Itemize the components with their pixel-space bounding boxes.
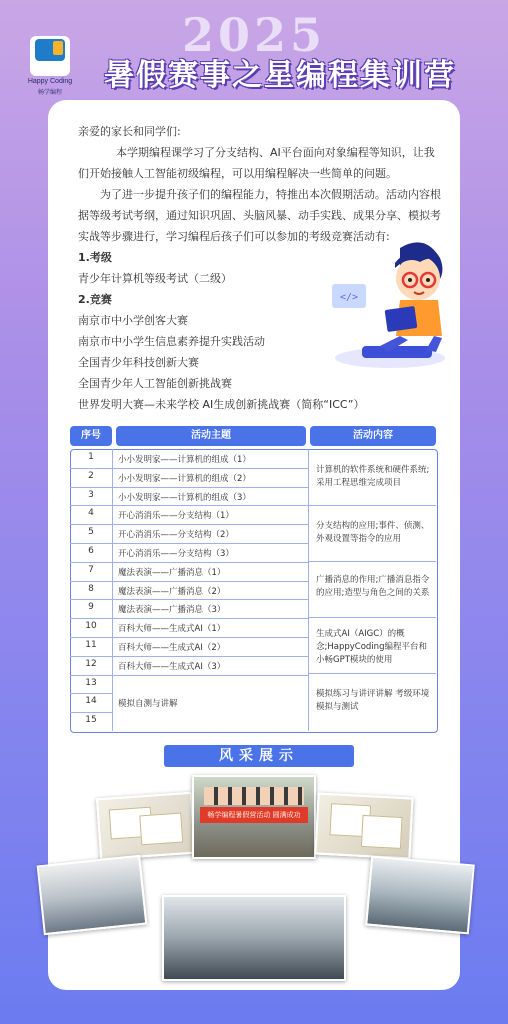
background-year: 2025 [181,8,327,62]
row-topic: 魔法表演——广播消息（2） [118,586,226,597]
greeting: 亲爱的家长和同学们: [78,125,181,138]
row-divider [70,581,308,582]
column-header-content: 活动内容 [310,426,436,446]
classroom-photo-right [365,856,475,935]
row-number: 10 [85,621,97,632]
row-topic: 百科大师——生成式AI（2） [118,643,226,653]
row-topic: 小小发明家——计算机的组成（1） [118,455,251,465]
row-number: 1 [88,452,94,462]
logo-english: Happy Coding [27,78,73,85]
logo-mark-icon [35,39,65,61]
competition-item: 全国青少年人工智能创新挑战赛 [78,377,232,390]
row-number: 3 [88,489,94,500]
showcase-title: 风采展示 [164,745,354,767]
competition-item: 世界发明大赛—未来学校 AI生成创新挑战赛（简称“ICC”） [78,398,365,411]
banner-text: 畅学编程暑假营活动 圆满成功 [200,807,308,823]
svg-text:</>: </> [339,292,359,303]
row-divider [70,656,308,657]
brand-logo [30,36,70,76]
row-topic: 魔法表演——广播消息（3） [118,605,226,616]
row-number: 12 [85,658,97,669]
competition-item: 全国青少年科技创新大赛 [78,356,199,369]
intro-paragraph-2: 为了进一步提升孩子们的编程能力，特推出本次假期活动。活动内容根据等级考试考纲，通过知识巩固、头脑风暴、动手实践、成果分享、模拟考实战等步骤进行，学习编程后孩子们可以参加的考级竞赛活动有: [78,188,441,243]
row-topic: 百科大师——生成式AI（3） [118,661,226,672]
row-divider [70,524,308,525]
row-topic: 小小发明家——计算机的组成（3） [118,492,251,503]
row-number: 9 [88,602,94,613]
exam-heading: 1.考级 [78,251,112,264]
content-cell: 计算机的软件系统和硬件系统;采用工程思维完成项目 [316,465,430,488]
row-divider [70,505,308,506]
certificates-photo [96,792,196,861]
row-topic: 开心消消乐——分支结构（3） [118,549,234,559]
row-divider [70,618,308,619]
logo-chinese: 畅学编程 [37,89,62,96]
group-photo [192,775,316,859]
row-number: 14 [85,696,97,707]
row-topic: 开心消消乐——分支结构（2） [118,530,234,541]
row-divider [70,487,308,488]
row-divider [70,637,308,638]
row-number: 13 [85,677,97,688]
row-number: 11 [85,640,97,650]
content-cell: 生成式AI（AIGC）的概念;HappyCoding编程平台和小畅GPT模块的使用 [316,629,427,665]
row-topic: 小小发明家——计算机的组成（2） [118,473,251,484]
row-divider [70,599,308,600]
row-number: 6 [88,546,94,556]
column-header-no: 序号 [70,426,112,446]
row-divider [70,712,112,713]
certificates-photo-2 [314,793,413,860]
intro-paragraph-1: 本学期编程课学习了分支结构、AI平台面向对象编程等知识，让我们开始接触人工智能初级编程，可以用编程解决一些简单的问题。 [78,146,435,180]
row-topic: 百科大师——生成式AI（1） [118,624,226,635]
row-number: 2 [88,470,94,481]
row-topic: 模拟自测与讲解 [118,699,178,710]
content-cell: 模拟练习与讲评讲解 考级环境模拟与测试 [316,689,430,712]
page-title: 暑假赛事之星编程集训营 [104,58,456,93]
row-number: 7 [88,564,94,575]
row-number: 5 [88,527,94,538]
row-divider [70,675,308,676]
competition-item: 南京市中小学创客大赛 [78,314,188,327]
competition-heading: 2.竞赛 [78,293,112,306]
row-number: 4 [88,508,94,519]
classroom-photo-center [162,895,346,981]
exam-item: 青少年计算机等级考试（二级） [78,272,232,285]
row-number: 15 [85,715,97,726]
row-topic: 开心消消乐——分支结构（1） [118,511,234,522]
row-divider [70,543,308,544]
content-cell: 分支结构的应用;事件、侦测、外观设置等指令的应用 [316,521,430,544]
classroom-photo-left [37,855,148,935]
row-number: 8 [88,583,94,594]
row-divider [70,693,112,694]
row-topic: 魔法表演——广播消息（1） [118,567,226,578]
row-divider [70,468,308,469]
competition-item: 南京市中小学生信息素养提升实践活动 [78,335,265,348]
content-cell: 广播消息的作用;广播消息指令的应用;造型与角色之间的关系 [316,575,430,598]
row-divider [70,562,308,563]
column-header-topic: 活动主题 [116,426,306,446]
kid-with-laptop-illustration [330,228,458,378]
